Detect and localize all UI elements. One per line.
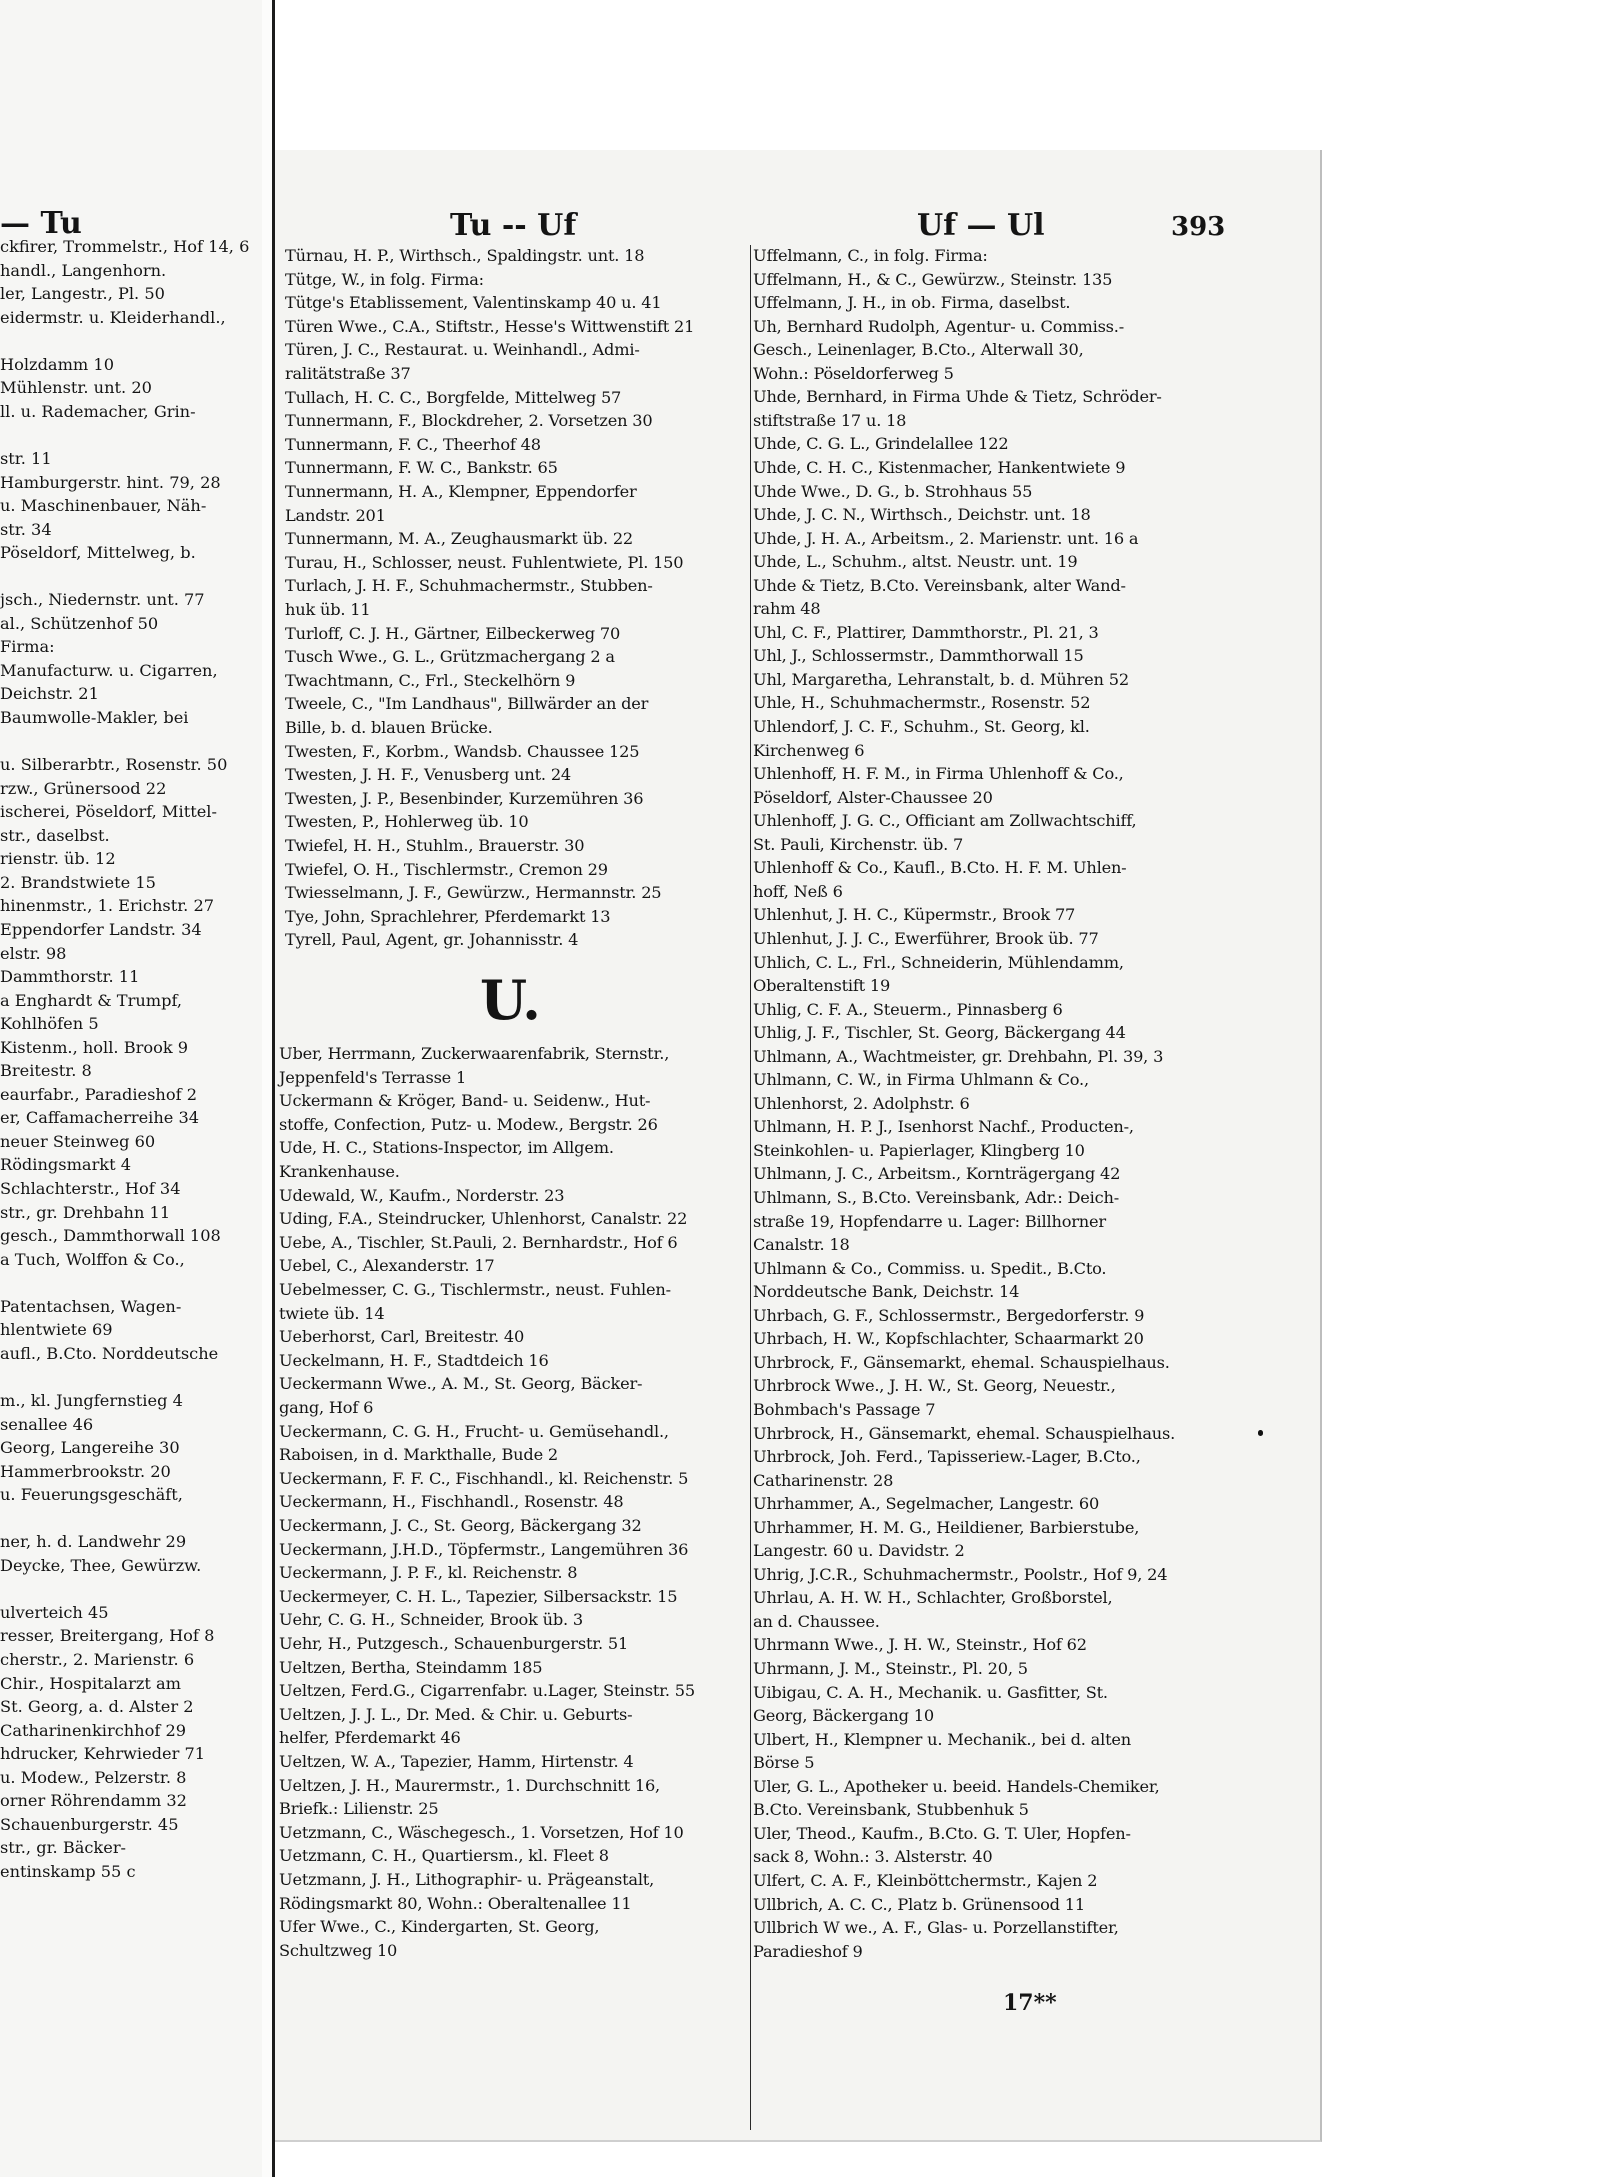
section-letter: U. bbox=[480, 968, 541, 1032]
left-page-line: u. Maschinenbauer, Näh- bbox=[0, 496, 207, 516]
directory-entry-line: Uffelmann, H., & C., Gewürzw., Steinstr. 135 bbox=[753, 269, 1113, 289]
directory-entry-line: Krankenhause. bbox=[279, 1162, 400, 1181]
directory-entry-line: Tyrell, Paul, Agent, gr. Johannisstr. 4 bbox=[285, 930, 579, 950]
directory-entry-line: Uhde, J. H. A., Arbeitsm., 2. Marienstr. unt. 16 a bbox=[753, 528, 1139, 548]
directory-entry-line: Uhrhammer, A., Segelmacher, Langestr. 60 bbox=[753, 1494, 1100, 1514]
directory-entry-line: St. Pauli, Kirchenstr. üb. 7 bbox=[753, 834, 964, 854]
directory-entry-line: Uhlich, C. L., Frl., Schneiderin, Mühlendamm, bbox=[753, 952, 1124, 972]
directory-entry-line: Ueckermann, H., Fischhandl., Rosenstr. 48 bbox=[279, 1492, 624, 1512]
directory-entry-line: Uhlmann, A., Wachtmeister, gr. Drehbahn, Pl. 39, 3 bbox=[753, 1046, 1164, 1066]
directory-entry-line: Uhrbrock, Joh. Ferd., Tapisseriew.-Lager, B.Cto., bbox=[753, 1447, 1141, 1467]
directory-entry-line: Ueckermann, J.H.D., Töpfermstr., Langemühren 36 bbox=[279, 1539, 689, 1559]
directory-entry-line: Steinkohlen- u. Papierlager, Klingberg 10 bbox=[753, 1140, 1085, 1160]
directory-entry-line: Uhlig, J. F., Tischler, St. Georg, Bäckergang 44 bbox=[753, 1023, 1126, 1043]
left-page-line: elstr. 98 bbox=[0, 943, 67, 963]
directory-entry-line: Uhlenhoff, J. G. C., Officiant am Zollwachtschiff, bbox=[753, 811, 1137, 831]
directory-entry-line: stoffe, Confection, Putz- u. Modew., Bergstr. 26 bbox=[279, 1114, 658, 1134]
directory-entry-line: Uber, Herrmann, Zuckerwaarenfabrik, Sternstr., bbox=[279, 1044, 670, 1063]
left-page-line: Georg, Langereihe 30 bbox=[0, 1438, 180, 1458]
directory-entry-line: Paradieshof 9 bbox=[753, 1941, 863, 1961]
left-page-line: eaurfabr., Paradieshof 2 bbox=[0, 1084, 198, 1104]
directory-entry-line: Uhlig, C. F. A., Steuerm., Pinnasberg 6 bbox=[753, 999, 1063, 1019]
directory-entry-line: Tunnermann, M. A., Zeughausmarkt üb. 22 bbox=[285, 529, 634, 549]
directory-entry-line: Ullbrich, A. C. C., Platz b. Grünensood 11 bbox=[753, 1894, 1085, 1914]
directory-entry-line: Ueckelmann, H. F., Stadtdeich 16 bbox=[279, 1350, 549, 1370]
directory-entry-line: Uebe, A., Tischler, St.Pauli, 2. Bernhardstr., Hof 6 bbox=[279, 1232, 678, 1252]
left-page-line: eidermstr. u. Kleiderhandl., bbox=[0, 307, 226, 327]
left-page-line: handl., Langenhorn. bbox=[0, 260, 167, 280]
directory-entry-line: Uhlmann & Co., Commiss. u. Spedit., B.Cto. bbox=[753, 1258, 1107, 1278]
directory-entry-line: Ueckermann, J. C., St. Georg, Bäckergang 32 bbox=[279, 1516, 642, 1535]
left-page-line: Hammerbrookstr. 20 bbox=[0, 1461, 171, 1481]
directory-entry-line: Uhlenhut, J. H. C., Küpermstr., Brook 77 bbox=[753, 905, 1076, 925]
directory-entry-line: Tweele, C., "Im Landhaus", Billwärder an der bbox=[285, 694, 649, 714]
directory-entry-line: Börse 5 bbox=[753, 1753, 815, 1773]
left-page-line: ler, Langestr., Pl. 50 bbox=[0, 284, 165, 304]
left-page-line: rienstr. üb. 12 bbox=[0, 849, 116, 869]
left-page-line: Firma: bbox=[0, 637, 55, 657]
directory-entry-line: Uhde, C. G. L., Grindelallee 122 bbox=[753, 434, 1009, 454]
directory-entry-line: Uhrbrock, F., Gänsemarkt, ehemal. Schauspielhaus. bbox=[753, 1352, 1170, 1372]
directory-entry-line: Ueckermann, F. F. C., Fischhandl., kl. Reichenstr. 5 bbox=[279, 1468, 689, 1488]
directory-entry-line: B.Cto. Vereinsbank, Stubbenhuk 5 bbox=[753, 1800, 1029, 1820]
directory-entry-line: hoff, Neß 6 bbox=[753, 881, 843, 901]
directory-entry-line: Ueltzen, Bertha, Steindamm 185 bbox=[279, 1657, 543, 1677]
directory-entry-line: Uehr, C. G. H., Schneider, Brook üb. 3 bbox=[279, 1610, 584, 1630]
directory-entry-line: Tütge, W., in folg. Firma: bbox=[285, 269, 484, 289]
running-header-left: Tu -- Uf bbox=[450, 208, 577, 243]
directory-entry-line: Schultzweg 10 bbox=[279, 1940, 398, 1960]
left-page-line: resser, Breitergang, Hof 8 bbox=[0, 1626, 215, 1646]
directory-entry-line: Tunnermann, F. C., Theerhof 48 bbox=[285, 434, 541, 454]
directory-entry-line: Ueckermeyer, C. H. L., Tapezier, Silbersackstr. 15 bbox=[279, 1586, 678, 1606]
directory-entry-line: Uhde, L., Schuhm., altst. Neustr. unt. 19 bbox=[753, 552, 1078, 572]
directory-entry-line: Uler, G. L., Apotheker u. beeid. Handels-Chemiker, bbox=[753, 1776, 1160, 1796]
directory-entry-line: Ulfert, C. A. F., Kleinböttchermstr., Kajen 2 bbox=[753, 1870, 1098, 1890]
left-page-line: St. Georg, a. d. Alster 2 bbox=[0, 1697, 194, 1717]
signature-mark: 17** bbox=[1003, 1990, 1057, 2016]
directory-entry-line: Uhrlau, A. H. W. H., Schlachter, Großborstel, bbox=[753, 1588, 1113, 1608]
page-number: 393 bbox=[1171, 212, 1226, 242]
directory-entry-line: Ueltzen, J. H., Maurermstr., 1. Durchschnitt 16, bbox=[279, 1775, 660, 1795]
left-page-line: Schlachterstr., Hof 34 bbox=[0, 1179, 181, 1198]
directory-entry-line: Oberaltenstift 19 bbox=[753, 976, 891, 996]
directory-entry-line: Uebel, C., Alexanderstr. 17 bbox=[279, 1256, 495, 1276]
directory-entry-line: Ufer Wwe., C., Kindergarten, St. Georg, bbox=[279, 1917, 600, 1937]
left-page-line: aufl., B.Cto. Norddeutsche bbox=[0, 1343, 219, 1363]
left-page-line: Breitestr. 8 bbox=[0, 1061, 92, 1081]
directory-entry-line: Tunnermann, F., Blockdreher, 2. Vorsetzen 30 bbox=[285, 411, 653, 431]
directory-entry-line: Uhrig, J.C.R., Schuhmachermstr., Poolstr., Hof 9, 24 bbox=[753, 1564, 1168, 1584]
left-page-line: u. Modew., Pelzerstr. 8 bbox=[0, 1767, 187, 1787]
left-page-line: al., Schützenhof 50 bbox=[0, 613, 159, 633]
left-page bbox=[0, 0, 264, 2177]
left-page-line: er, Caffamacherreihe 34 bbox=[0, 1108, 200, 1128]
directory-entry-line: Uhlmann, C. W., in Firma Uhlmann & Co., bbox=[753, 1070, 1089, 1090]
directory-entry-line: ralitätstraße 37 bbox=[285, 364, 411, 383]
directory-entry-line: Uhl, J., Schlossermstr., Dammthorwall 15 bbox=[753, 646, 1084, 666]
directory-entry-line: straße 19, Hopfendarre u. Lager: Billhorner bbox=[753, 1211, 1106, 1231]
directory-entry-line: Uhrmann, J. M., Steinstr., Pl. 20, 5 bbox=[753, 1659, 1028, 1678]
book-gutter bbox=[262, 0, 275, 2177]
directory-entry-line: Ueberhorst, Carl, Breitestr. 40 bbox=[279, 1327, 525, 1347]
directory-entry-line: Ullbrich W we., A. F., Glas- u. Porzellanstifter, bbox=[753, 1918, 1119, 1938]
directory-entry-line: Briefk.: Lilienstr. 25 bbox=[279, 1799, 439, 1819]
left-page-line: Kohlhöfen 5 bbox=[0, 1014, 99, 1034]
directory-entry-line: Uetzmann, C., Wäschegesch., 1. Vorsetzen, Hof 10 bbox=[279, 1822, 684, 1842]
left-page-line: Deycke, Thee, Gewürzw. bbox=[0, 1555, 202, 1575]
directory-entry-line: Türen Wwe., C.A., Stiftstr., Hesse's Wittwenstift 21 bbox=[285, 316, 695, 336]
directory-entry-line: an d. Chaussee. bbox=[753, 1611, 880, 1631]
left-page-line: ischerei, Pöseldorf, Mittel- bbox=[0, 802, 217, 822]
directory-entry-line: Landstr. 201 bbox=[285, 505, 386, 525]
directory-entry-line: Ueckermann, C. G. H., Frucht- u. Gemüsehandl., bbox=[279, 1421, 669, 1441]
directory-entry-line: Georg, Bäckergang 10 bbox=[753, 1706, 934, 1726]
directory-entry-line: Ueckermann, J. P. F., kl. Reichenstr. 8 bbox=[279, 1563, 578, 1583]
left-page-line: Catharinenkirchhof 29 bbox=[0, 1720, 187, 1740]
directory-entry-line: helfer, Pferdemarkt 46 bbox=[279, 1728, 461, 1748]
left-page-line: Schauenburgerstr. 45 bbox=[0, 1814, 179, 1834]
directory-entry-line: Uhde & Tietz, B.Cto. Vereinsbank, alter Wand- bbox=[753, 575, 1126, 595]
directory-entry-line: Uhrmann Wwe., J. H. W., Steinstr., Hof 62 bbox=[753, 1635, 1087, 1655]
directory-entry-line: Twachtmann, C., Frl., Steckelhörn 9 bbox=[285, 670, 576, 690]
directory-entry-line: Turlach, J. H. F., Schuhmachermstr., Stubben- bbox=[285, 576, 653, 596]
directory-entry-line: Bille, b. d. blauen Brücke. bbox=[285, 718, 493, 737]
directory-entry-line: Rödingsmarkt 80, Wohn.: Oberaltenallee 11 bbox=[279, 1893, 632, 1913]
directory-entry-line: Gesch., Leinenlager, B.Cto., Alterwall 30, bbox=[753, 340, 1084, 360]
directory-entry-line: rahm 48 bbox=[753, 599, 821, 619]
left-page-line: u. Silberarbtr., Rosenstr. 50 bbox=[0, 755, 228, 775]
directory-entry-line: Tye, John, Sprachlehrer, Pferdemarkt 13 bbox=[285, 906, 611, 926]
directory-entry-line: Ueltzen, Ferd.G., Cigarrenfabr. u.Lager, Steinstr. 55 bbox=[279, 1681, 696, 1701]
directory-entry-line: Uhlenhoff & Co., Kaufl., B.Cto. H. F. M. Uhlen- bbox=[753, 858, 1127, 878]
directory-entry-line: stiftstraße 17 u. 18 bbox=[753, 410, 907, 430]
directory-entry-line: Twiesselmann, J. F., Gewürzw., Hermannstr. 25 bbox=[285, 883, 662, 903]
directory-entry-line: Ueltzen, J. J. L., Dr. Med. & Chir. u. Geburts- bbox=[279, 1704, 633, 1724]
left-page-line: a Tuch, Wolffon & Co., bbox=[0, 1249, 185, 1269]
directory-entry-line: Ueltzen, W. A., Tapezier, Hamm, Hirtenstr. 4 bbox=[279, 1752, 634, 1771]
left-page-line: Eppendorfer Landstr. 34 bbox=[0, 919, 202, 939]
directory-entry-line: Türnau, H. P., Wirthsch., Spaldingstr. unt. 18 bbox=[285, 246, 645, 265]
directory-entry-line: gang, Hof 6 bbox=[279, 1398, 374, 1417]
left-page-line: hdrucker, Kehrwieder 71 bbox=[0, 1744, 206, 1764]
directory-entry-line: Uetzmann, C. H., Quartiersm., kl. Fleet 8 bbox=[279, 1846, 609, 1866]
left-page-line: jsch., Niedernstr. unt. 77 bbox=[0, 590, 205, 610]
directory-entry-line: Uhl, Margaretha, Lehranstalt, b. d. Mühren 52 bbox=[753, 669, 1129, 689]
directory-entry-line: Uhrbach, H. W., Kopfschlachter, Schaarmarkt 20 bbox=[753, 1329, 1144, 1349]
left-page-line: u. Feuerungsgeschäft, bbox=[0, 1485, 183, 1505]
left-page-line: hlentwiete 69 bbox=[0, 1320, 113, 1340]
left-page-line: ckfirer, Trommelstr., Hof 14, 6 bbox=[0, 237, 250, 256]
left-page-line: Patentachsen, Wagen- bbox=[0, 1296, 182, 1316]
directory-entry-line: Uhlenhut, J. J. C., Ewerführer, Brook üb. 77 bbox=[753, 928, 1099, 948]
directory-entry-line: Uhle, H., Schuhmachermstr., Rosenstr. 52 bbox=[753, 693, 1091, 713]
directory-entry-line: Twiefel, O. H., Tischlermstr., Cremon 29 bbox=[285, 859, 608, 879]
directory-entry-line: Pöseldorf, Alster-Chaussee 20 bbox=[753, 787, 993, 807]
left-page-line: str., daselbst. bbox=[0, 825, 110, 845]
left-page-line: str. 11 bbox=[0, 448, 52, 468]
left-page-line: entinskamp 55 c bbox=[0, 1861, 136, 1881]
directory-entry-line: Uhrbrock Wwe., J. H. W., St. Georg, Neuestr., bbox=[753, 1376, 1116, 1396]
directory-entry-line: Tütge's Etablissement, Valentinskamp 40 u. 41 bbox=[285, 293, 662, 313]
directory-entry-line: Twesten, P., Hohlerweg üb. 10 bbox=[285, 812, 529, 832]
directory-entry-line: Uhlmann, H. P. J., Isenhorst Nachf., Producten-, bbox=[753, 1117, 1134, 1137]
left-page-line: Baumwolle-Makler, bei bbox=[0, 708, 189, 727]
directory-entry-line: Uhlenhorst, 2. Adolphstr. 6 bbox=[753, 1093, 970, 1113]
directory-entry-line: huk üb. 11 bbox=[285, 600, 371, 619]
directory-entry-line: twiete üb. 14 bbox=[279, 1303, 385, 1323]
directory-entry-line: Uhde Wwe., D. G., b. Strohhaus 55 bbox=[753, 481, 1033, 501]
left-page-line: str., gr. Bäcker- bbox=[0, 1838, 127, 1858]
directory-entry-line: Uhde, Bernhard, in Firma Uhde & Tietz, Schröder- bbox=[753, 387, 1162, 407]
directory-entry-line: Tullach, H. C. C., Borgfelde, Mittelweg 57 bbox=[285, 387, 622, 407]
directory-entry-line: Turau, H., Schlosser, neust. Fuhlentwiete, Pl. 150 bbox=[285, 552, 684, 572]
directory-entry-line: Canalstr. 18 bbox=[753, 1235, 850, 1255]
directory-entry-line: Jeppenfeld's Terrasse 1 bbox=[279, 1067, 467, 1087]
left-page-line: Manufacturw. u. Cigarren, bbox=[0, 660, 218, 680]
directory-entry-line: Catharinenstr. 28 bbox=[753, 1470, 894, 1490]
directory-entry-line: Turloff, C. J. H., Gärtner, Eilbeckerweg 70 bbox=[285, 623, 621, 643]
directory-entry-line: Kirchenweg 6 bbox=[753, 740, 865, 760]
directory-entry-line: Uhlenhoff, H. F. M., in Firma Uhlenhoff & Co., bbox=[753, 764, 1124, 784]
directory-entry-line: Uffelmann, J. H., in ob. Firma, daselbst. bbox=[753, 293, 1071, 313]
left-page-line: str. 34 bbox=[0, 519, 52, 539]
left-page-header: — Tu bbox=[0, 206, 82, 241]
directory-entry-line: Uhlendorf, J. C. F., Schuhm., St. Georg, kl. bbox=[753, 717, 1090, 736]
left-page-line: 2. Brandstwiete 15 bbox=[0, 872, 156, 892]
left-page-line: a Enghardt & Trumpf, bbox=[0, 990, 183, 1010]
directory-entry-line: Uh, Bernhard Rudolph, Agentur- u. Commiss.- bbox=[753, 316, 1124, 336]
ink-dot bbox=[1258, 1430, 1263, 1436]
left-page-line: Rödingsmarkt 4 bbox=[0, 1155, 132, 1175]
directory-entry-line: Uetzmann, J. H., Lithographir- u. Prägeanstalt, bbox=[279, 1870, 655, 1889]
left-page-line: Pöseldorf, Mittelweg, b. bbox=[0, 543, 196, 563]
directory-entry-line: Uehr, H., Putzgesch., Schauenburgerstr. 51 bbox=[279, 1634, 629, 1653]
left-page-line: ulverteich 45 bbox=[0, 1602, 109, 1622]
left-page-line: hinenmstr., 1. Erichstr. 27 bbox=[0, 896, 215, 916]
directory-entry-line: Uhlmann, J. C., Arbeitsm., Kornträgergang 42 bbox=[753, 1164, 1121, 1184]
directory-entry-line: Uhde, J. C. N., Wirthsch., Deichstr. unt. 18 bbox=[753, 505, 1091, 525]
directory-page bbox=[275, 150, 1322, 2142]
directory-entry-line: Twesten, J. H. F., Venusberg unt. 24 bbox=[285, 765, 572, 785]
directory-entry-line: Uhde, C. H. C., Kistenmacher, Hankentwiete 9 bbox=[753, 457, 1126, 477]
directory-entry-line: Uler, Theod., Kaufm., B.Cto. G. T. Uler, Hopfen- bbox=[753, 1823, 1131, 1843]
left-page-line: senallee 46 bbox=[0, 1414, 94, 1434]
directory-entry-line: Uhrbach, G. F., Schlossermstr., Bergedorferstr. 9 bbox=[753, 1305, 1145, 1325]
directory-entry-line: Uckermann & Kröger, Band- u. Seidenw., Hut- bbox=[279, 1091, 651, 1111]
directory-entry-line: Tusch Wwe., G. L., Grützmachergang 2 a bbox=[285, 647, 615, 667]
left-page-line: neuer Steinweg 60 bbox=[0, 1131, 156, 1151]
directory-entry-line: Langestr. 60 u. Davidstr. 2 bbox=[753, 1541, 965, 1561]
directory-entry-line: Twesten, J. P., Besenbinder, Kurzemühren 36 bbox=[285, 788, 644, 808]
directory-entry-line: Türen, J. C., Restaurat. u. Weinhandl., Admi- bbox=[285, 340, 640, 360]
directory-entry-line: Ueckermann Wwe., A. M., St. Georg, Bäcker- bbox=[279, 1374, 643, 1394]
directory-entry-line: Ude, H. C., Stations-Inspector, im Allgem. bbox=[279, 1138, 614, 1158]
left-page-line: Mühlenstr. unt. 20 bbox=[0, 378, 152, 398]
directory-entry-line: Raboisen, in d. Markthalle, Bude 2 bbox=[279, 1445, 558, 1465]
directory-entry-line: Uhl, C. F., Plattirer, Dammthorstr., Pl. 21, 3 bbox=[753, 622, 1099, 642]
directory-entry-line: Bohmbach's Passage 7 bbox=[753, 1399, 936, 1419]
left-page-line: orner Röhrendamm 32 bbox=[0, 1791, 187, 1811]
left-page-line: rzw., Grünersood 22 bbox=[0, 778, 167, 798]
left-page-line: cherstr., 2. Marienstr. 6 bbox=[0, 1650, 195, 1669]
directory-entry-line: Uhrbrock, H., Gänsemarkt, ehemal. Schauspielhaus. bbox=[753, 1423, 1176, 1443]
column-divider bbox=[750, 245, 751, 2130]
directory-entry-line: Uhrhammer, H. M. G., Heildiener, Barbierstube, bbox=[753, 1517, 1140, 1537]
left-page-line: Holzdamm 10 bbox=[0, 354, 115, 374]
directory-entry-line: Uibigau, C. A. H., Mechanik. u. Gasfitter, St. bbox=[753, 1682, 1108, 1702]
left-page-line: gesch., Dammthorwall 108 bbox=[0, 1226, 221, 1246]
directory-entry-line: sack 8, Wohn.: 3. Alsterstr. 40 bbox=[753, 1847, 993, 1867]
directory-entry-line: Uhlmann, S., B.Cto. Vereinsbank, Adr.: Deich- bbox=[753, 1188, 1120, 1207]
left-page-line: Deichstr. 21 bbox=[0, 684, 99, 704]
left-page-line: Kistenm., holl. Brook 9 bbox=[0, 1037, 189, 1057]
left-page-line: ner, h. d. Landwehr 29 bbox=[0, 1532, 187, 1552]
left-page-line: Hamburgerstr. hint. 79, 28 bbox=[0, 472, 221, 492]
running-header-center: Uf — Ul bbox=[917, 208, 1045, 243]
left-page-line: Dammthorstr. 11 bbox=[0, 967, 140, 987]
directory-entry-line: Tunnermann, F. W. C., Bankstr. 65 bbox=[285, 458, 558, 478]
directory-entry-line: Ulbert, H., Klempner u. Mechanik., bei d. alten bbox=[753, 1729, 1132, 1749]
left-page-line: ll. u. Rademacher, Grin- bbox=[0, 401, 196, 421]
directory-entry-line: Tunnermann, H. A., Klempner, Eppendorfer bbox=[285, 482, 637, 501]
directory-entry-line: Wohn.: Pöseldorferweg 5 bbox=[753, 363, 954, 383]
left-page-line: str., gr. Drehbahn 11 bbox=[0, 1202, 171, 1222]
directory-entry-line: Uffelmann, C., in folg. Firma: bbox=[753, 246, 988, 265]
directory-entry-line: Norddeutsche Bank, Deichstr. 14 bbox=[753, 1282, 1020, 1302]
directory-entry-line: Uebelmesser, C. G., Tischlermstr., neust. Fuhlen- bbox=[279, 1280, 671, 1299]
left-page-line: Chir., Hospitalarzt am bbox=[0, 1673, 181, 1693]
directory-entry-line: Uding, F.A., Steindrucker, Uhlenhorst, Canalstr. 22 bbox=[279, 1209, 688, 1229]
directory-entry-line: Twesten, F., Korbm., Wandsb. Chaussee 125 bbox=[285, 741, 640, 761]
left-page-line: m., kl. Jungfernstieg 4 bbox=[0, 1390, 183, 1410]
directory-entry-line: Twiefel, H. H., Stuhlm., Brauerstr. 30 bbox=[285, 836, 585, 855]
directory-entry-line: Udewald, W., Kaufm., Norderstr. 23 bbox=[279, 1185, 565, 1205]
